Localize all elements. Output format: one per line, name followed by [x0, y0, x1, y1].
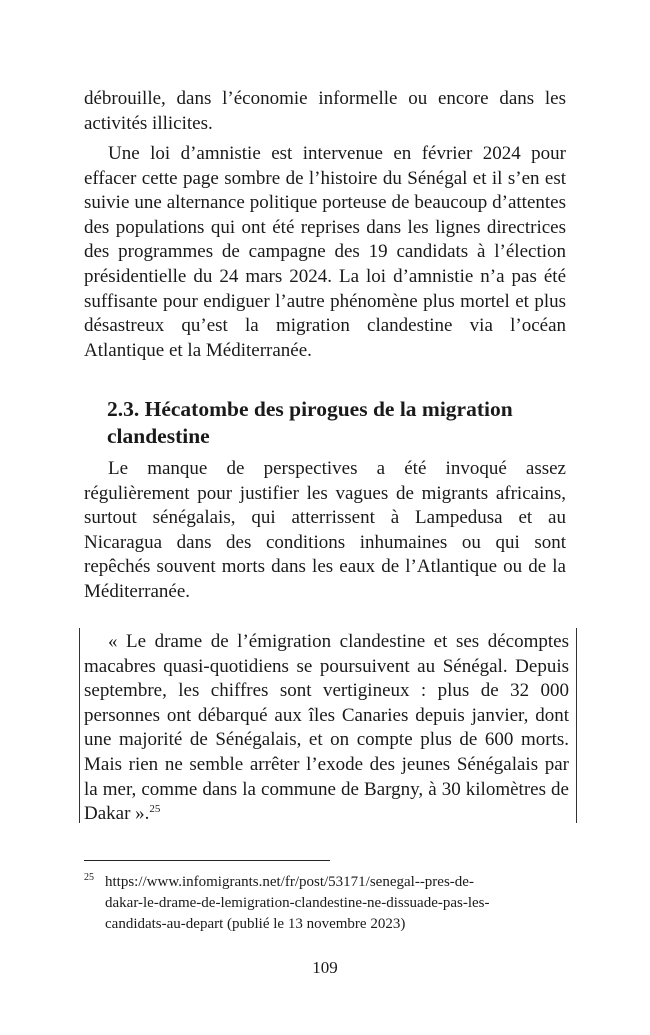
footnote: 25 https://www.infomigrants.net/fr/post/53171/senegal--pres-de- dakar-le-drame-de-lemigration-clandestine-ne-dissuade-pas-les- candidats-au-depart (publié le 13 novembre 2023): [84, 872, 554, 935]
section-heading-line2: clandestine: [107, 424, 210, 448]
section-heading: [107, 396, 562, 450]
footnote-separator: [84, 860, 330, 861]
footnote-url-line2[interactable]: dakar-le-drame-de-lemigration-clandestine-ne-dissuade-pas-les-: [105, 895, 490, 911]
section-heading-line1: 2.3. Hécatombe des pirogues de la migration: [107, 397, 513, 421]
footnote-reference[interactable]: 25: [149, 803, 161, 816]
page-number: 109: [312, 958, 338, 977]
block-quote: [84, 630, 569, 827]
footnote-url-line1[interactable]: https://www.infomigrants.net/fr/post/53171/senegal--pres-de-: [105, 874, 474, 890]
footnote-url-line3: candidats-au-depart (publié le 13 novembre 2023): [105, 916, 406, 932]
paragraph-amnesty-law: Une loi d’amnistie est intervenue en février 2024 pour effacer cette page sombre de l’histoire du Sénégal et il s’en est suivie une alternance politique porteuse de beaucoup d’attentes des populations qui ont été reprises dans les lignes directrices des programmes de campagne des 19 candidats à l’élection présidentielle du 24 mars 2024. La loi d’amnistie n’a pas été suffisante pour endiguer l’autre phénomène plus mortel et plus désastreux qu’est la migration clandestine via l’océan Atlantique et la Méditerranée.: [84, 143, 566, 361]
quote-text: « Le drame de l’émigration clandestine et ses décomptes macabres quasi-quotidiens se poursuivent au Sénégal. Depuis septembre, les chiffres sont vertigineux : plus de 32 000 personnes ont débarqué aux îles Canaries depuis janvier, dont une majorité de Sénégalais, et on compte plus de 600 morts. Mais rien ne semble arrêter l’exode des jeunes Sénégalais par la mer, comme dans la commune de Bargny, à 30 kilomètres de Dakar ».: [84, 631, 569, 825]
paragraph-lack-of-prospects: Le manque de perspectives a été invoqué assez régulièrement pour justifier les vagues de migrants africains, surtout sénégalais, qui atterrissent à Lampedusa et au Nicaragua dans des conditions inhumaines ou qui sont repêchés souvent morts dans les eaux de l’Atlantique ou de la Méditerranée.: [84, 458, 566, 602]
paragraph-continuation: débrouille, dans l’économie informelle ou encore dans les activités illicites.: [84, 88, 566, 134]
